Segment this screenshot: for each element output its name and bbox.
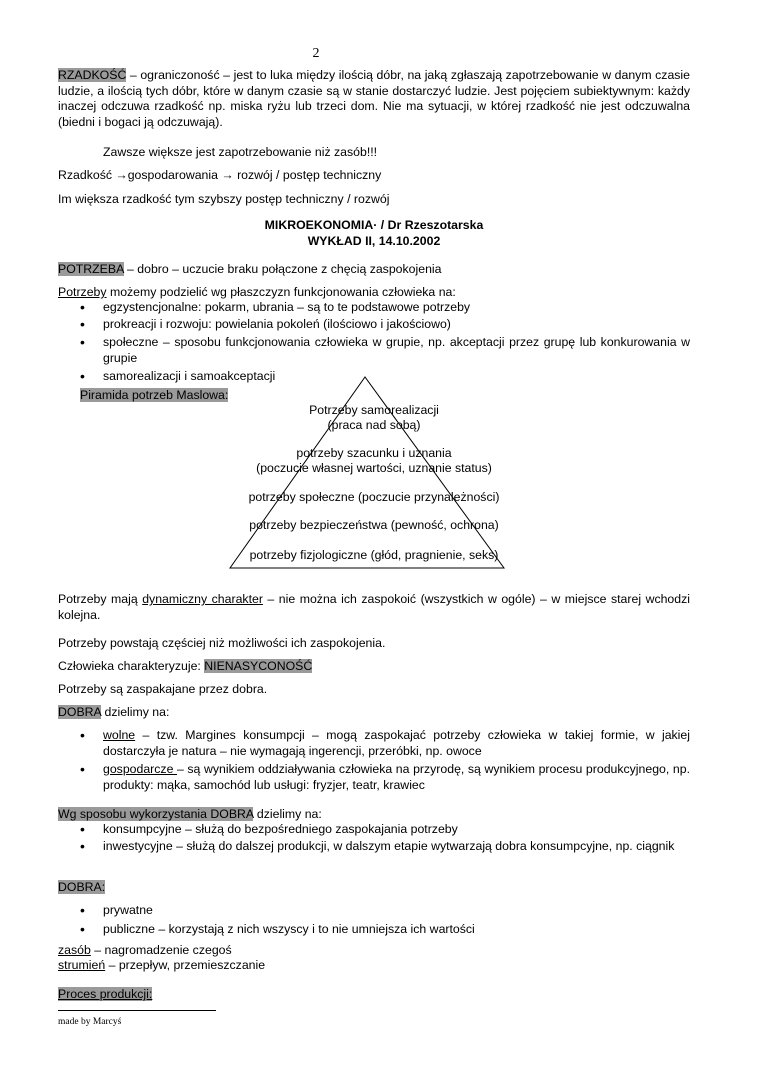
lecture-title-suffix: · / Dr Rzeszotarska	[373, 218, 484, 232]
pyramid-level-text: (poczucie własnej wartości, uznanie status)	[256, 461, 492, 475]
potrzeby-intro-rest: możemy podzielić wg płaszczyzn funkcjonowania człowieka na:	[106, 285, 456, 299]
pyramid-level-5: potrzeby fizjologiczne (głód, pragnienie, seks)	[249, 548, 499, 562]
public-private-list	[58, 903, 690, 937]
scarcity-chain: Rzadkość →gospodarowania → rozwój / postęp techniczny	[58, 168, 382, 182]
dobra-rest: dzielimy na:	[101, 705, 170, 719]
maslow-pyramid	[58, 375, 690, 575]
potrzeba-definition-line	[58, 262, 690, 278]
lecture-header	[58, 218, 690, 249]
list-item: • prokreacji i rozwoju: powielania pokoleń (ilościowo i jakościowo)	[58, 317, 690, 333]
dynamic-before: Potrzeby mają	[58, 592, 143, 606]
footnote: made by Marcyś	[58, 1017, 122, 1027]
usage-division-line	[58, 807, 690, 823]
goods-kind-text: – są wynikiem oddziaływania człowieka na przyrodę, są wynikiem procesu produkcyjnego, np. produkty: mąka, samochód lub usługi: fryzjer, teatr, krawiec	[103, 762, 690, 792]
needs-list	[58, 300, 690, 385]
scarcity-rule: Im większa rzadkość tym szybszy postęp techniczny / rozwój	[58, 192, 390, 206]
zasob-text: – nagromadzenie czegoś	[90, 943, 232, 957]
list-item: • inwestycyjne – służą do dalszej produkcji, w dalszym etapie wytwarzają dobra konsumpcyjne, np. ciągnik	[58, 839, 690, 855]
dobra-heading-line	[58, 880, 690, 896]
potrzeby-term: Potrzeby	[58, 285, 107, 299]
scarcity-note: Zawsze większe jest zapotrzebowanie niż zasób!!!	[103, 145, 378, 159]
list-item: • konsumpcyjne – służą do bezpośredniego zaspokajania potrzeby	[58, 822, 690, 838]
dobra-division-line	[58, 705, 690, 721]
potrzeba-definition: – dobro – uczucie braku połączone z chęcią zaspokojenia	[123, 262, 442, 276]
dynamic-term: dynamiczny charakter	[142, 592, 263, 606]
strumien-text: – przepływ, przemieszczanie	[105, 958, 266, 972]
pyramid-level-text: Potrzeby samorealizacji	[309, 403, 439, 417]
rzadkosc-definition: – ograniczoność – jest to luka między ilością dóbr, na jaką zgłaszają zapotrzebowanie w danym czasie ludzie, a ilością tych dóbr, które w danym czasie są w stanie dostarczyć ludzie. Jest pojęciem subiektywnym: każdy inaczej odczuwa rzadkość np. miska ryżu lub trzeci dom. Nie ma sytuacji, w której rzadkość nie jest odczuwalna (biedni i bogaci ją odczuwają).	[58, 68, 690, 129]
pyramid-level-1	[58, 403, 690, 433]
list-item: • samorealizacji i samoakceptacji	[58, 369, 690, 385]
strumien-line	[58, 958, 690, 974]
dobra-heading: DOBRA:	[58, 880, 106, 894]
usage-list	[58, 822, 690, 854]
goods-kind-term: gospodarcze	[103, 762, 177, 776]
proces-heading: Proces produkcji:	[58, 987, 153, 1001]
dynamic-after: – nie można ich zaspokoić (wszystkich w ogóle) – w miejsce starej wchodzi kolejna.	[58, 592, 690, 622]
page-number: 2	[312, 46, 320, 61]
pyramid-level-4: potrzeby bezpieczeństwa (pewność, ochrona)	[249, 518, 499, 532]
rzadkosc-term: RZADKOŚĆ	[58, 68, 127, 82]
satisfied-line: Potrzeby są zaspakajane przez dobra.	[58, 682, 268, 696]
goods-kind-term: wolne	[103, 728, 136, 742]
list-item: • publiczne – korzystają z nich wszyscy i to nie umniejsza ich wartości	[58, 922, 690, 938]
list-item	[58, 728, 690, 759]
usage-rest: dzielimy na:	[253, 807, 322, 821]
list-item	[58, 762, 690, 793]
dynamic-paragraph	[58, 592, 690, 623]
insatiability-line	[58, 659, 690, 675]
rzadkosc-section	[58, 68, 690, 130]
pyramid-level-text: potrzeby szacunku i uznania	[296, 446, 452, 460]
potrzeby-intro	[58, 285, 690, 301]
footnote-separator	[58, 1010, 216, 1011]
potrzeba-term: POTRZEBA	[58, 262, 124, 276]
zasob-line	[58, 943, 690, 959]
pyramid-level-3: potrzeby społeczne (poczucie przynależności)	[248, 490, 500, 504]
list-item: • egzystencjonalne: pokarm, ubrania – są to te podstawowe potrzeby	[58, 300, 690, 316]
list-item: • społeczne – sposobu funkcjonowania człowieka w grupie, np. akceptacji przez grupę lub konkurowania w grupie	[58, 335, 690, 366]
list-item: • prywatne	[58, 903, 690, 919]
proces-line	[58, 987, 690, 1003]
pyramid-level-2	[58, 446, 690, 476]
lecture-subtitle: WYKŁAD II, 14.10.2002	[307, 233, 441, 248]
lecture-title: MIKROEKONOMIA	[264, 218, 374, 232]
pyramid-level-text: (praca nad sobą)	[327, 418, 421, 432]
strumien-term: strumień	[58, 958, 106, 972]
zasob-term: zasób	[58, 943, 91, 957]
needs-arise-line: Potrzeby powstają częściej niż możliwości ich zaspokojenia.	[58, 636, 386, 650]
rzadkosc-paragraph	[58, 68, 690, 130]
usage-term: Wg sposobu wykorzystania DOBRA	[58, 807, 254, 821]
goods-kind-text: – tzw. Margines konsumpcji – mogą zaspokajać potrzeby człowieka w takiej formie, w jakiej dostarczyła je natura – nie wymagają ingerencji, przeróbki, np. owoce	[103, 728, 690, 758]
pyramid-label: Piramida potrzeb Maslowa:	[80, 388, 229, 402]
insatiability-term: NIENASYCONOŚĆ	[204, 659, 313, 673]
goods-kind-list	[58, 728, 690, 793]
insatiability-before: Człowieka charakteryzuje:	[58, 659, 205, 673]
dobra-term: DOBRA	[58, 705, 102, 719]
